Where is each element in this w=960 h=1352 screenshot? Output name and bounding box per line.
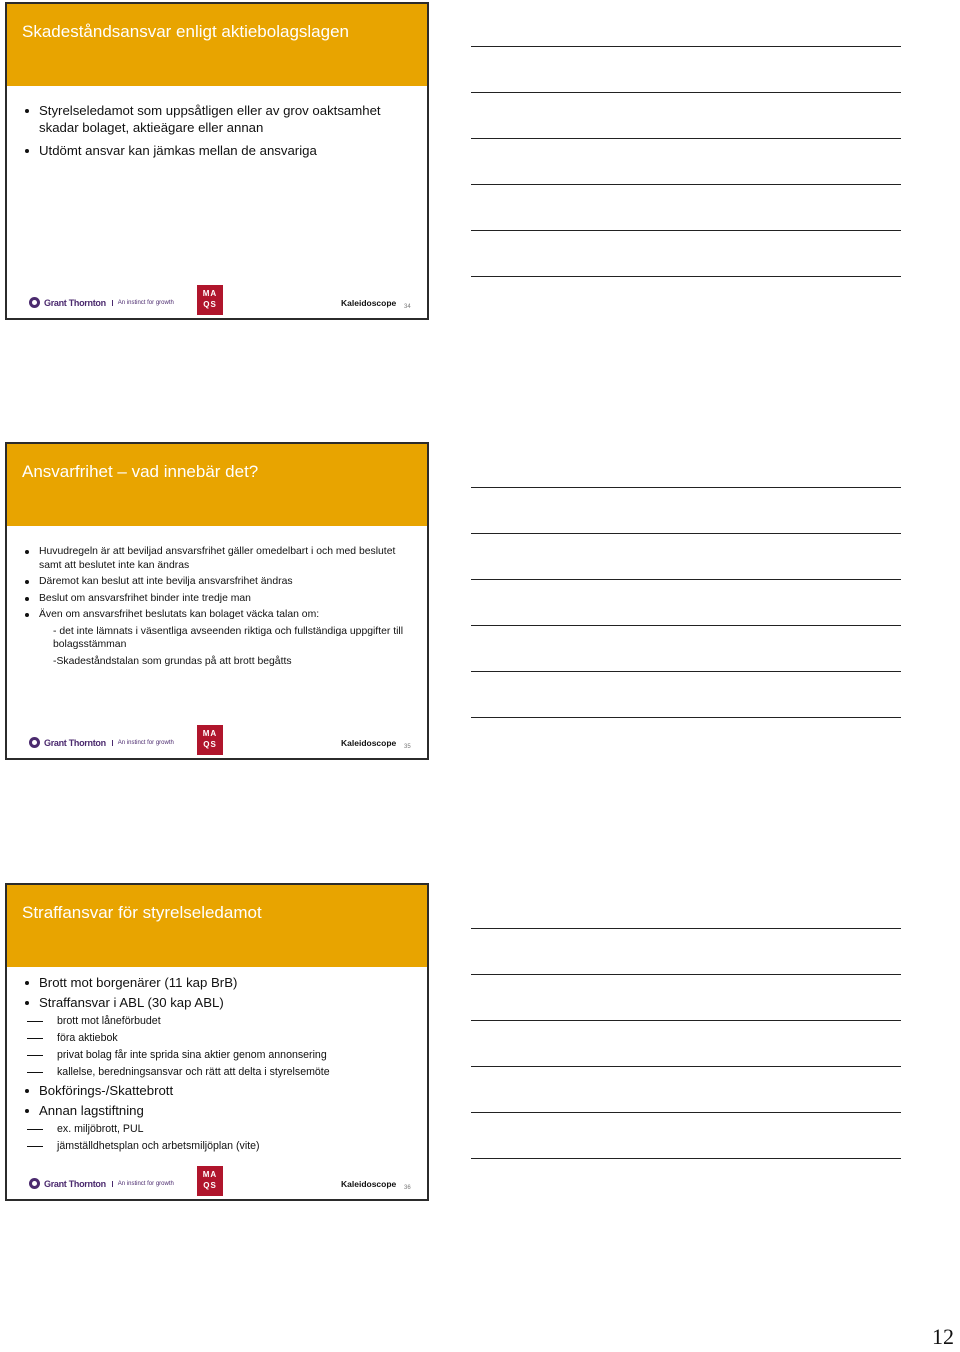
bullet-item: Utdömt ansvar kan jämkas mellan de ansvariga xyxy=(23,142,413,159)
slide-header xyxy=(7,444,427,526)
bullet-item: Styrelseledamot som uppsåtligen eller av grov oaktsamhet skadar bolaget, aktieägare eller annan xyxy=(23,102,413,136)
slide-footer xyxy=(7,278,427,318)
slide-35 xyxy=(5,442,429,760)
dash-item: privat bolag får inte sprida sina aktier genom annonsering xyxy=(23,1048,413,1062)
slide-36 xyxy=(5,883,429,1201)
sub-item: - det inte lämnats i väsentliga avseenden riktiga och fullständiga uppgifter till bolagsstämman xyxy=(53,625,404,650)
bullet-item: Huvudregeln är att beviljad ansvarsfrihet gäller omedelbart i och med beslutet samt att beslutet inte kan ändras xyxy=(23,545,413,572)
bullet-item: Brott mot borgenärer (11 kap BrB) xyxy=(23,974,413,991)
kaleidoscope-logo: Kaleidoscope xyxy=(341,298,397,308)
dash-item: jämställdhetsplan och arbetsmiljöplan (vite) xyxy=(23,1139,413,1153)
slide-number: 34 xyxy=(404,304,411,310)
maqs-logo: MA QS xyxy=(197,285,223,315)
grant-thornton-icon xyxy=(29,297,40,308)
dash-item: ex. miljöbrott, PUL xyxy=(23,1122,413,1136)
grant-thornton-icon xyxy=(29,1178,40,1189)
grant-thornton-logo: Grant Thornton An instinct for growth xyxy=(29,1178,174,1189)
slide-34 xyxy=(5,2,429,320)
slide-header xyxy=(7,4,427,86)
note-lines xyxy=(471,46,901,322)
slide-number: 36 xyxy=(404,1185,411,1191)
slide-footer xyxy=(7,1159,427,1199)
note-lines xyxy=(471,487,901,763)
maqs-logo: MA QS xyxy=(197,725,223,755)
bullet-item: Annan lagstiftning xyxy=(23,1102,413,1119)
grant-thornton-icon xyxy=(29,737,40,748)
bullet-item: Beslut om ansvarsfrihet binder inte tredje man xyxy=(23,592,413,606)
dash-item: kallelse, beredningsansvar och rätt att delta i styrelsemöte xyxy=(23,1065,413,1079)
slide-body xyxy=(23,974,413,1156)
grant-thornton-logo: Grant Thornton An instinct for growth xyxy=(29,737,174,748)
bullet-item: Straffansvar i ABL (30 kap ABL) xyxy=(23,994,413,1011)
note-lines xyxy=(471,928,901,1204)
slide-header xyxy=(7,885,427,967)
sub-item: -Skadeståndstalan som grundas på att brott begåtts xyxy=(53,655,292,667)
bullet-item: Däremot kan beslut att inte bevilja ansvarsfrihet ändras xyxy=(23,575,413,589)
bullet-item: Även om ansvarsfrihet beslutats kan bolaget väcka talan om: xyxy=(23,608,413,622)
page-number: 12 xyxy=(932,1324,954,1349)
slide-footer xyxy=(7,718,427,758)
dash-item: brott mot låneförbudet xyxy=(23,1014,413,1028)
grant-thornton-logo: Grant Thornton An instinct for growth xyxy=(29,297,174,308)
maqs-logo: MA QS xyxy=(197,1166,223,1196)
kaleidoscope-logo: Kaleidoscope xyxy=(341,738,397,748)
slide-body xyxy=(23,102,413,165)
slide-body xyxy=(23,545,413,671)
slide-number: 35 xyxy=(404,744,411,750)
slide-title: Straffansvar för styrelseledamot xyxy=(22,903,262,922)
slide-title: Ansvarfrihet – vad innebär det? xyxy=(22,462,259,481)
dash-item: föra aktiebok xyxy=(23,1031,413,1045)
slide-title: Skadeståndsansvar enligt aktiebolagslagen xyxy=(22,22,350,41)
kaleidoscope-logo: Kaleidoscope xyxy=(341,1179,397,1189)
bullet-item: Bokförings-/Skattebrott xyxy=(23,1082,413,1099)
